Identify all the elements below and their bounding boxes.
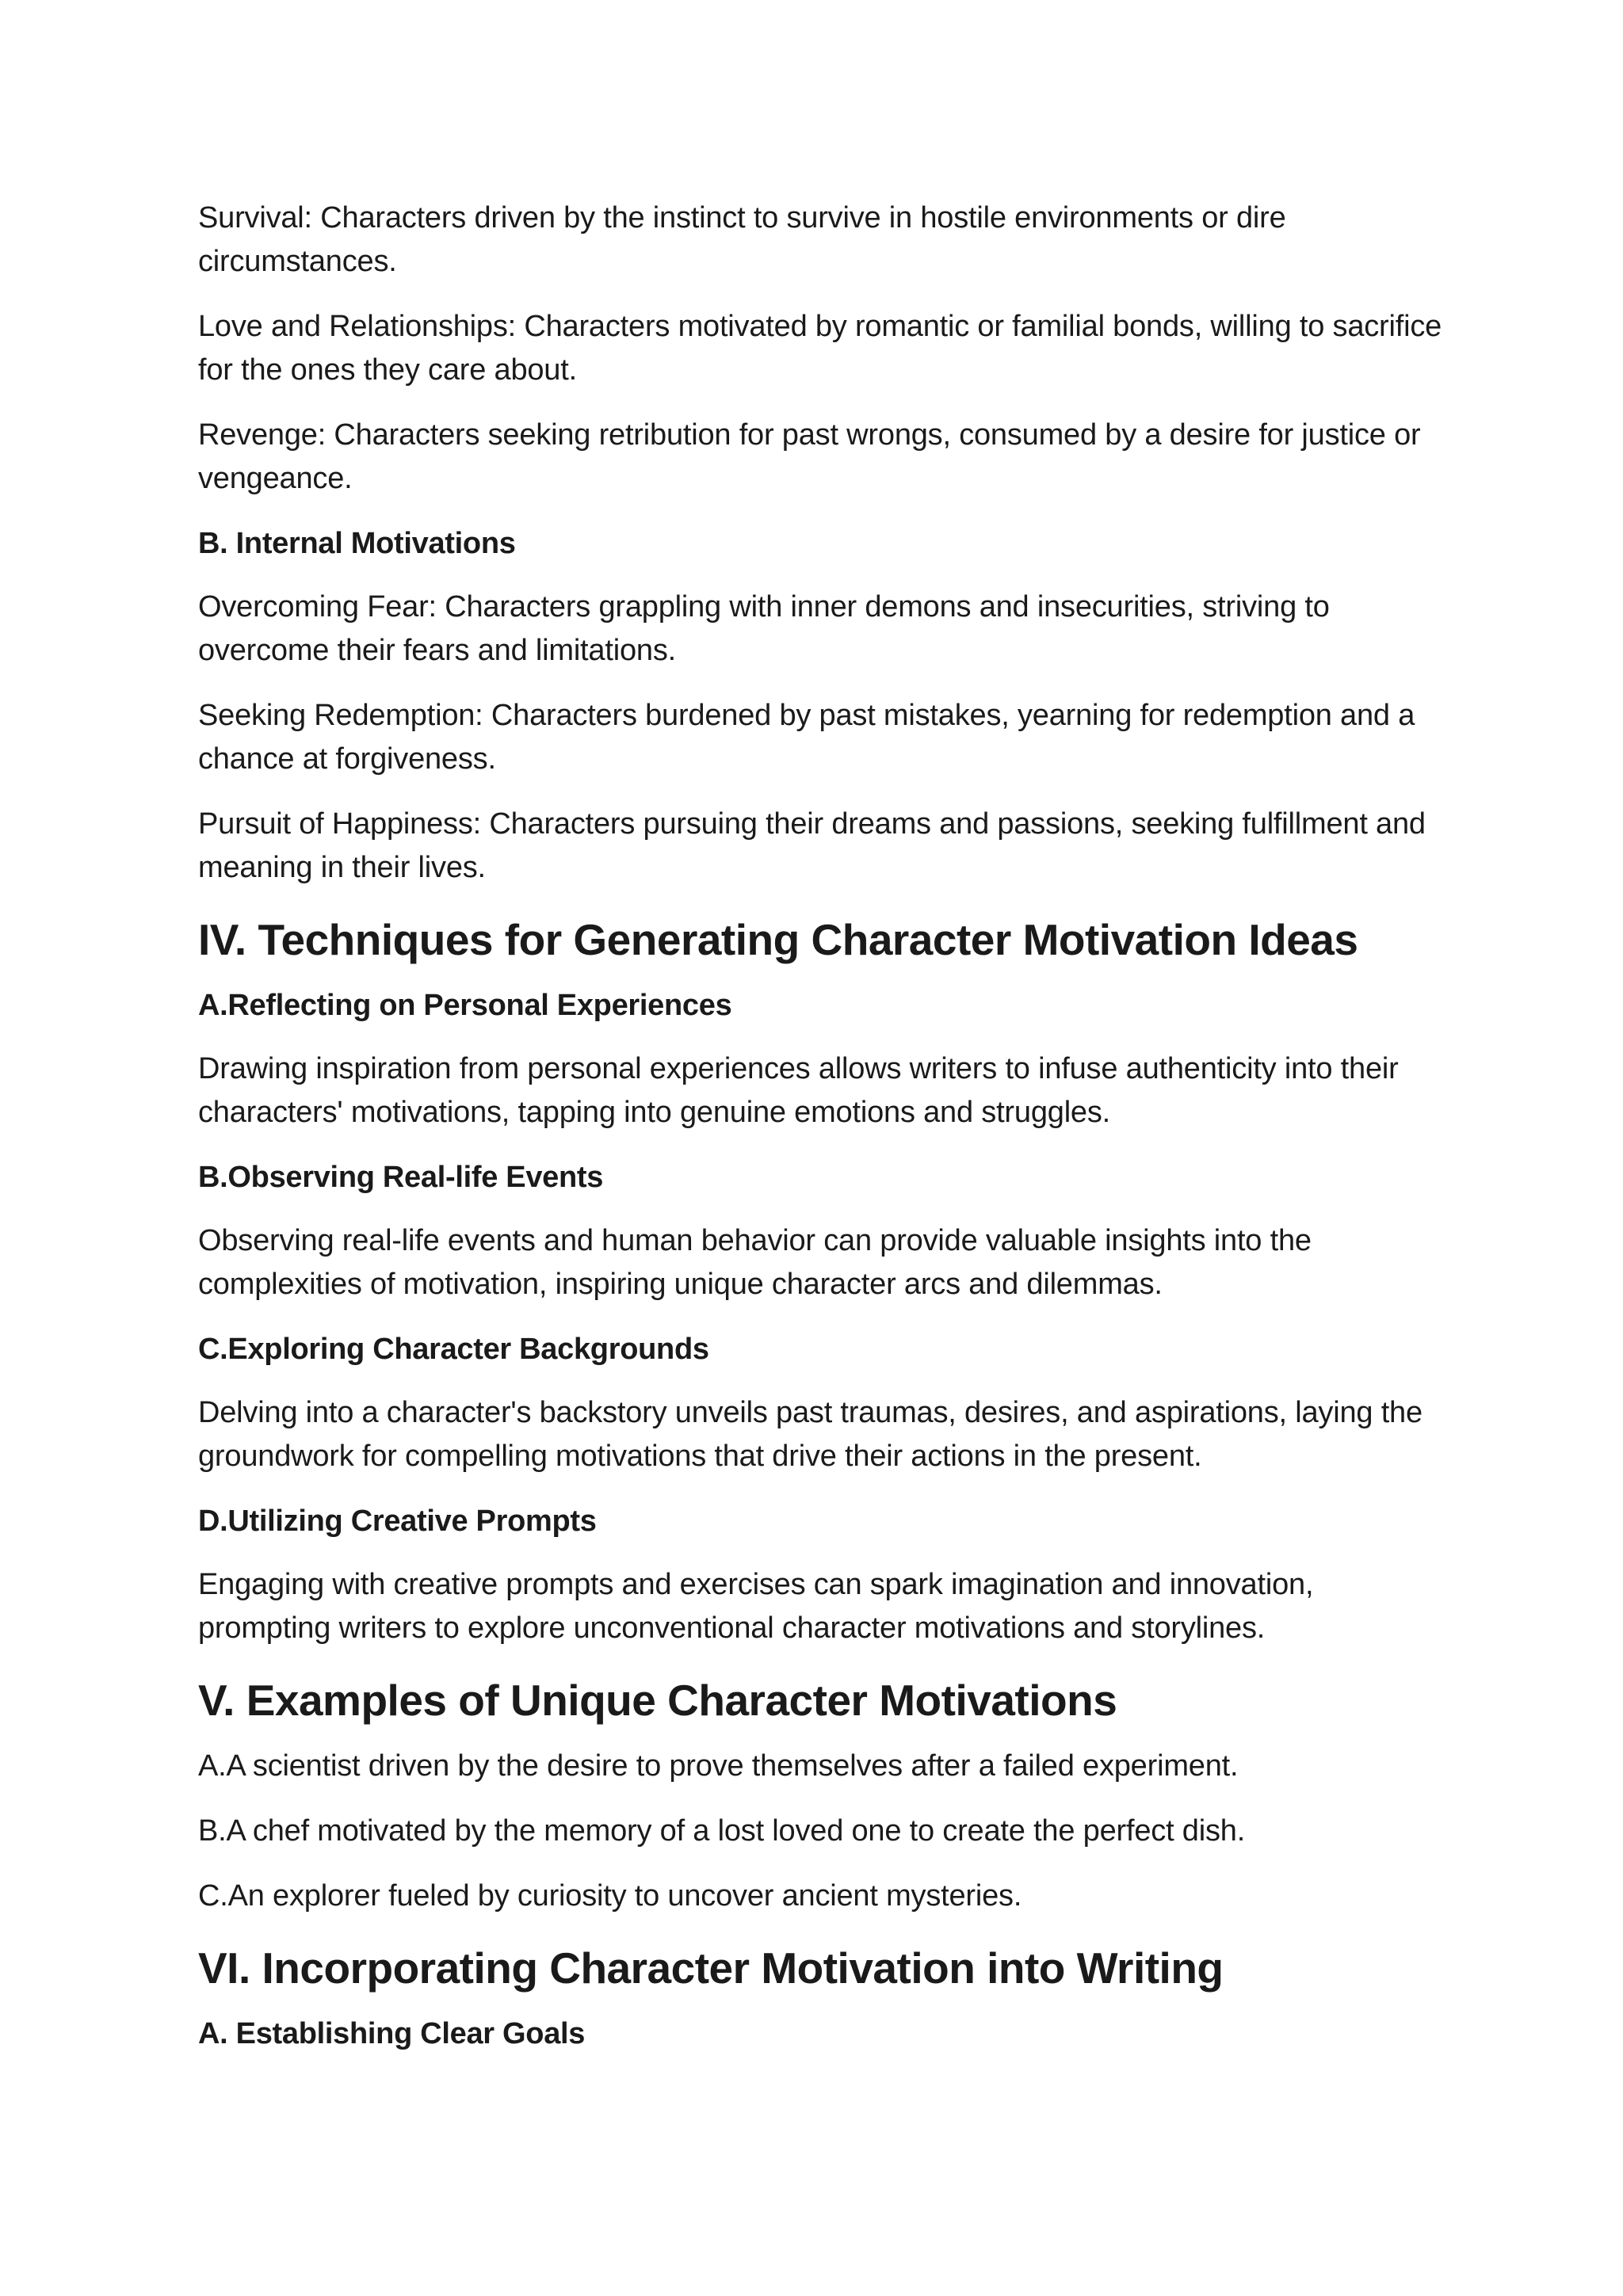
- technique-heading-creative-prompts: D.Utilizing Creative Prompts: [198, 1505, 597, 1538]
- paragraph-seeking-redemption: Seeking Redemption: Characters burdened by past mistakes, yearning for redemption and a chance at forgiveness.: [198, 699, 1415, 776]
- technique-heading-character-backgrounds: C.Exploring Character Backgrounds: [198, 1333, 709, 1366]
- establishing-clear-goals-heading: A. Establishing Clear Goals: [198, 2017, 586, 2050]
- technique-text-creative-prompts: Engaging with creative prompts and exercises can spark imagination and innovation, prompting writers to explore unconventional character motivations and storylines.: [198, 1568, 1314, 1645]
- example-scientist: A.A scientist driven by the desire to prove themselves after a failed experiment.: [198, 1749, 1239, 1783]
- document-page: [198, 196, 1450, 2076]
- paragraph-revenge: Revenge: Characters seeking retribution for past wrongs, consumed by a desire for justice or vengeance.: [198, 418, 1421, 495]
- techniques-section-heading: IV. Techniques for Generating Character Motivation Ideas: [198, 915, 1358, 964]
- paragraph-pursuit-of-happiness: Pursuit of Happiness: Characters pursuing their dreams and passions, seeking fulfillment and meaning in their lives.: [198, 807, 1426, 884]
- example-explorer: C.An explorer fueled by curiosity to uncover ancient mysteries.: [198, 1879, 1022, 1913]
- paragraph-love-relationships: Love and Relationships: Characters motivated by romantic or familial bonds, willing to sacrifice for the ones they care about.: [198, 310, 1442, 387]
- technique-text-real-life-events: Observing real-life events and human behavior can provide valuable insights into the complexities of motivation, inspiring unique character arcs and dilemmas.: [198, 1224, 1312, 1301]
- technique-text-character-backgrounds: Delving into a character's backstory unveils past traumas, desires, and aspirations, laying the groundwork for compelling motivations that drive their actions in the present.: [198, 1396, 1423, 1473]
- technique-heading-personal-experiences: A.Reflecting on Personal Experiences: [198, 989, 732, 1022]
- example-chef: B.A chef motivated by the memory of a lost loved one to create the perfect dish.: [198, 1814, 1246, 1848]
- incorporating-section-heading: VI. Incorporating Character Motivation into Writing: [198, 1943, 1224, 1993]
- examples-section-heading: V. Examples of Unique Character Motivations: [198, 1676, 1117, 1725]
- technique-text-personal-experiences: Drawing inspiration from personal experiences allows writers to infuse authenticity into their characters' motivations, tapping into genuine emotions and struggles.: [198, 1052, 1399, 1129]
- internal-motivations-heading: B. Internal Motivations: [198, 527, 516, 560]
- paragraph-overcoming-fear: Overcoming Fear: Characters grappling with inner demons and insecurities, striving to overcome their fears and limitations.: [198, 590, 1330, 667]
- paragraph-survival: Survival: Characters driven by the instinct to survive in hostile environments or dire circumstances.: [198, 201, 1286, 278]
- technique-heading-real-life-events: B.Observing Real-life Events: [198, 1161, 604, 1194]
